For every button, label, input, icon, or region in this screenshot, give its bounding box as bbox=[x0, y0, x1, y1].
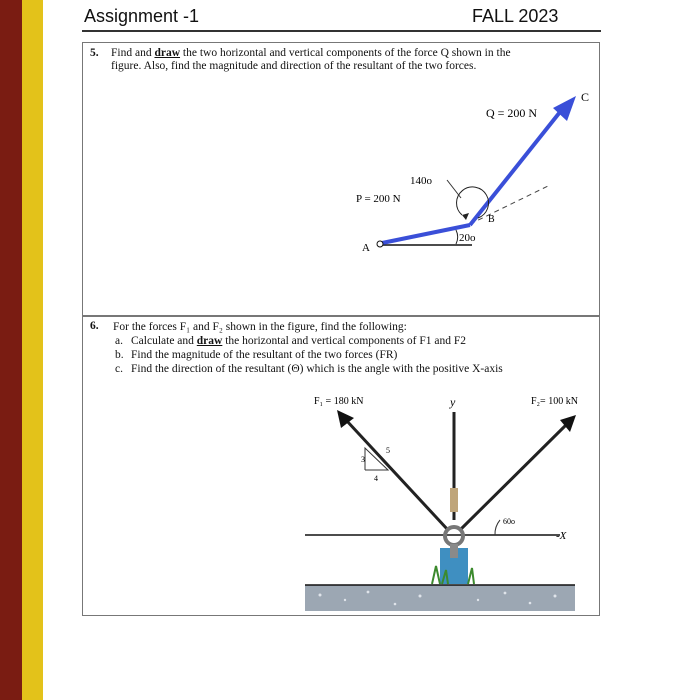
q5-label-20: 20o bbox=[459, 232, 476, 244]
q5-number: 5. bbox=[90, 47, 99, 59]
q6-triangle-5: 5 bbox=[386, 446, 390, 455]
q6-label-60: 60o bbox=[503, 517, 515, 526]
q6-label-x: -X bbox=[556, 530, 567, 542]
q6-eyebolt-ring bbox=[445, 527, 463, 545]
q5-text-line2: figure. Also, find the magnitude and direction of the resultant of the two forces. bbox=[111, 60, 477, 72]
q6-text-part: Find the magnitude of the resultant of the two forces (FR) bbox=[131, 349, 398, 361]
q6-text-part: Calculate and bbox=[131, 335, 197, 347]
q6-letter-a: a. bbox=[115, 335, 123, 347]
q5-label-q: Q = 200 N bbox=[486, 106, 538, 120]
q5-text-part: the two horizontal and vertical components of the force Q shown in the bbox=[180, 47, 511, 59]
q6-draw-emphasis: draw bbox=[196, 335, 223, 347]
q5-draw-emphasis: draw bbox=[154, 47, 181, 59]
q6-label-y: y bbox=[450, 395, 456, 409]
speckle bbox=[554, 595, 557, 598]
semester-label: FALL 2023 bbox=[472, 6, 559, 26]
q6-triangle-3: 3 bbox=[361, 455, 365, 464]
q6-f1-cable bbox=[346, 420, 448, 530]
speckle bbox=[529, 602, 532, 605]
speckle bbox=[367, 591, 370, 594]
q5-label-a: A bbox=[362, 242, 370, 254]
q6-y-fitting bbox=[450, 488, 458, 512]
q6-letter-b: b. bbox=[115, 349, 124, 361]
speckle bbox=[344, 599, 346, 601]
speckle bbox=[319, 594, 322, 597]
q6-text-part: Find the direction of the resultant (Θ) which is the angle with the positive X-axis bbox=[131, 363, 503, 375]
q6-ground bbox=[305, 585, 575, 611]
q6-eyebolt-shank bbox=[450, 544, 458, 558]
q6-label-f1: F₁ = 180 kN bbox=[314, 396, 364, 407]
q6-intro: For the forces F₁ and F₂ shown in the figure, find the following: bbox=[113, 321, 407, 333]
q5-text-part: Find and bbox=[111, 47, 155, 59]
q5-label-p: P = 200 N bbox=[356, 193, 401, 205]
speckle bbox=[419, 595, 422, 598]
speckle bbox=[394, 603, 397, 606]
q6-text-part: the horizontal and vertical components of F1 and F2 bbox=[222, 335, 467, 347]
q6-number: 6. bbox=[90, 320, 99, 332]
q6-letter-c: c. bbox=[115, 363, 123, 375]
q6-angle60-arc bbox=[495, 520, 500, 535]
q5-label-140: 140o bbox=[410, 175, 432, 187]
speckle bbox=[477, 599, 479, 601]
q5-label-b: B bbox=[488, 214, 495, 225]
q6-label-f2: F₂= 100 kN bbox=[531, 396, 578, 407]
speckle bbox=[504, 592, 507, 595]
q6-f2-cable bbox=[460, 425, 566, 530]
q6-triangle-4: 4 bbox=[374, 474, 378, 483]
assignment-title: Assignment -1 bbox=[84, 6, 200, 26]
q5-label-c: C bbox=[581, 90, 590, 104]
